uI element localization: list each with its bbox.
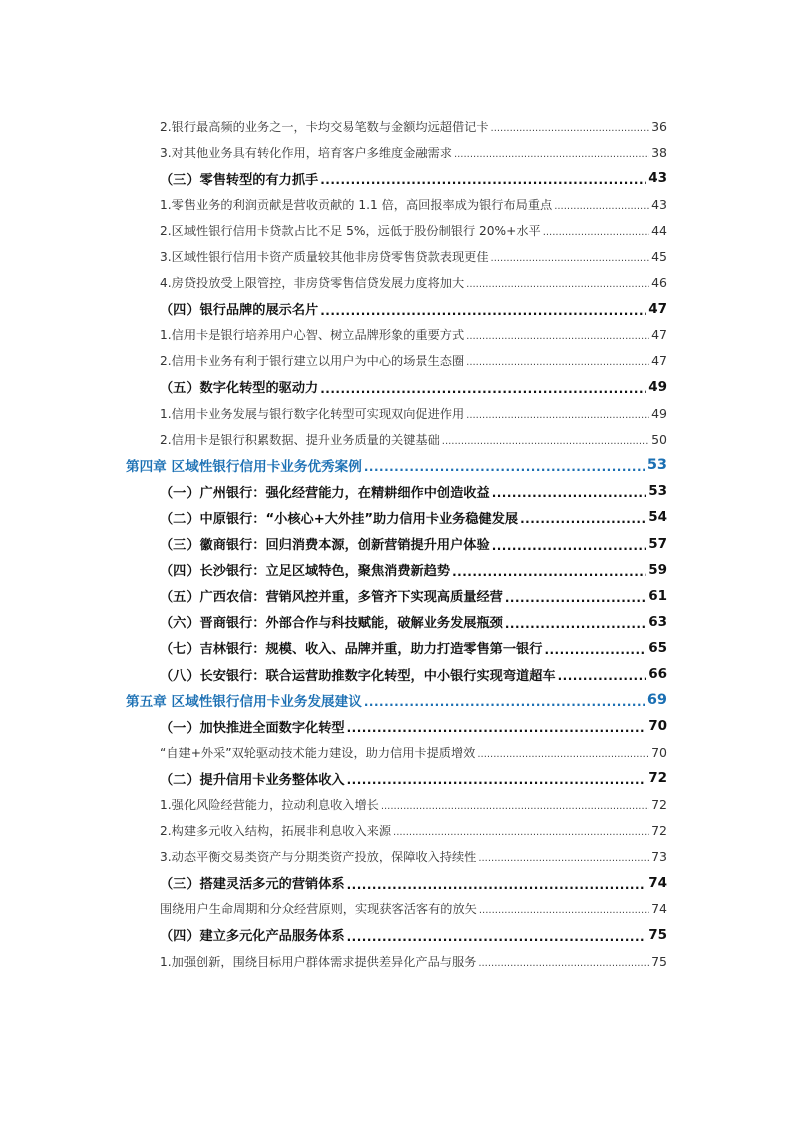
toc-chapter-entry[interactable] (0, 687, 793, 713)
toc-section-entry[interactable] (0, 713, 793, 739)
toc-entry-page-number: 47 (651, 327, 667, 343)
toc-entry-title: （四）建立多元化产品服务体系 (160, 929, 345, 945)
toc-entry-page-number: 59 (648, 561, 667, 578)
toc-entry-page-number: 49 (651, 405, 667, 421)
toc-entry-title: 1.信用卡业务发展与银行数字化转型可实现双向促进作用 (160, 406, 465, 421)
dot-leader (347, 773, 647, 787)
toc-entry-page-number: 43 (648, 170, 667, 187)
toc-entry-page-number: 61 (648, 587, 667, 604)
toc-subsection-entry[interactable] (0, 322, 793, 348)
toc-section-entry[interactable] (0, 583, 793, 609)
toc-entry-page-number: 38 (651, 144, 667, 160)
dot-leader (466, 279, 649, 290)
toc-entry-title: 2.信用卡是银行积累数据、提升业务质量的关键基础 (160, 432, 440, 447)
toc-entry-page-number: 74 (651, 901, 667, 917)
toc-entry-page-number: 43 (651, 196, 667, 212)
toc-entry-page-number: 65 (648, 639, 667, 656)
dot-leader (320, 382, 646, 396)
toc-entry-page-number: 74 (648, 874, 667, 891)
toc-section-entry[interactable] (0, 504, 793, 530)
toc-entry-page-number: 47 (648, 300, 667, 317)
toc-entry-title: （一）加快推进全面数字化转型 (160, 720, 345, 736)
toc-entry-title: 4.房贷投放受上限管控，非房贷零售信贷发展力度将加大 (160, 276, 465, 291)
toc-section-entry[interactable] (0, 765, 793, 791)
dot-leader (520, 512, 646, 526)
toc-entry-title: 3.区域性银行信用卡资产质量较其他非房贷零售贷款表现更佳 (160, 250, 489, 265)
toc-entry-page-number: 75 (651, 953, 667, 969)
dot-leader (381, 801, 649, 812)
toc-entry-title: （七）吉林银行：规模、收入、品牌并重，助力打造零售第一银行 (160, 642, 543, 658)
toc-section-entry[interactable] (0, 374, 793, 400)
toc-entry-title: 2.信用卡业务有利于银行建立以用户为中心的场景生态圈 (160, 354, 465, 369)
toc-entry-page-number: 45 (651, 249, 667, 265)
toc-entry-page-number: 47 (651, 353, 667, 369)
toc-entry-title: （四）银行品牌的展示名片 (160, 303, 319, 319)
table-of-contents (0, 113, 793, 974)
toc-subsection-entry[interactable] (0, 791, 793, 817)
toc-entry-page-number: 69 (646, 692, 667, 709)
dot-leader (479, 905, 649, 916)
dot-leader (347, 721, 647, 735)
toc-section-entry[interactable] (0, 870, 793, 896)
toc-chapter-entry[interactable] (0, 452, 793, 478)
toc-entry-title: （五）广西农信：营销风控并重，多管齐下实现高质量经营 (160, 590, 503, 606)
dot-leader (452, 565, 646, 579)
toc-subsection-entry[interactable] (0, 139, 793, 165)
dot-leader (491, 123, 650, 134)
toc-section-entry[interactable] (0, 922, 793, 948)
toc-section-entry[interactable] (0, 661, 793, 687)
toc-entry-title: （一）广州银行：强化经营能力，在精耕细作中创造收益 (160, 485, 490, 501)
toc-entry-page-number: 73 (651, 849, 667, 865)
toc-entry-title: （二）提升信用卡业务整体收入 (160, 772, 345, 788)
toc-section-entry[interactable] (0, 635, 793, 661)
toc-entry-page-number: 75 (648, 926, 667, 943)
toc-entry-title: 1.零售业务的利润贡献是营收贡献的 1.1 倍，高回报率成为银行布局重点 (160, 197, 553, 212)
toc-entry-title: 1.强化风险经营能力，拉动利息收入增长 (160, 797, 379, 812)
toc-subsection-entry[interactable] (0, 270, 793, 296)
toc-entry-title: 2.银行最高频的业务之一，卡均交易笔数与金额均远超借记卡 (160, 119, 489, 134)
toc-section-entry[interactable] (0, 165, 793, 191)
dot-leader (442, 436, 649, 447)
toc-subsection-entry[interactable] (0, 739, 793, 765)
toc-entry-title: 1.信用卡是银行培养用户心智、树立品牌形象的重要方式 (160, 328, 465, 343)
dot-leader (347, 878, 647, 892)
toc-section-entry[interactable] (0, 557, 793, 583)
toc-subsection-entry[interactable] (0, 191, 793, 217)
toc-entry-page-number: 57 (648, 535, 667, 552)
toc-entry-page-number: 72 (648, 770, 667, 787)
toc-entry-title: 第五章 区域性银行信用卡业务发展建议 (126, 694, 362, 711)
toc-entry-title: 1.加强创新，围绕目标用户群体需求提供差异化产品与服务 (160, 954, 477, 969)
dot-leader (478, 853, 649, 864)
toc-section-entry[interactable] (0, 296, 793, 322)
dot-leader (543, 227, 649, 238)
dot-leader (554, 201, 649, 212)
dot-leader (320, 304, 646, 318)
toc-subsection-entry[interactable] (0, 400, 793, 426)
toc-entry-title: 3.动态平衡交易类资产与分期类资产投放，保障收入持续性 (160, 850, 477, 865)
dot-leader (364, 460, 645, 474)
toc-entry-title: （三）徽商银行：回归消费本源，创新营销提升用户体验 (160, 538, 490, 554)
toc-subsection-entry[interactable] (0, 426, 793, 452)
toc-entry-title: 2.区域性银行信用卡贷款占比不足 5%，远低于股份制银行 20%+水平 (160, 223, 541, 238)
toc-entry-title: （八）长安银行：联合运营助推数字化转型，中小银行实现弯道超车 (160, 668, 556, 684)
toc-section-entry[interactable] (0, 531, 793, 557)
toc-entry-page-number: 49 (648, 378, 667, 395)
dot-leader (466, 357, 649, 368)
toc-entry-page-number: 72 (651, 823, 667, 839)
toc-entry-title: 第四章 区域性银行信用卡业务优秀案例 (126, 459, 362, 476)
toc-entry-title: （五）数字化转型的驱动力 (160, 381, 319, 397)
toc-entry-title: （二）中原银行：“小核心+大外挂”助力信用卡业务稳健发展 (160, 511, 519, 527)
toc-entry-page-number: 53 (646, 457, 667, 474)
toc-subsection-entry[interactable] (0, 948, 793, 974)
toc-entry-page-number: 66 (648, 666, 667, 683)
toc-subsection-entry[interactable] (0, 113, 793, 139)
toc-entry-title: （四）长沙银行：立足区域特色，聚焦消费新趋势 (160, 564, 451, 580)
dot-leader (466, 331, 649, 342)
toc-entry-page-number: 53 (648, 483, 667, 500)
dot-leader (478, 958, 649, 969)
toc-entry-title: 3.对其他业务具有转化作用，培育客户多维度金融需求 (160, 145, 452, 160)
toc-entry-page-number: 54 (648, 509, 667, 526)
toc-section-entry[interactable] (0, 478, 793, 504)
toc-entry-title: （三）搭建灵活多元的营销体系 (160, 877, 345, 893)
toc-entry-title: 2.构建多元收入结构，拓展非利息收入来源 (160, 824, 392, 839)
toc-subsection-entry[interactable] (0, 818, 793, 844)
toc-entry-page-number: 63 (648, 613, 667, 630)
toc-subsection-entry[interactable] (0, 217, 793, 243)
dot-leader (466, 410, 649, 421)
dot-leader (505, 591, 646, 605)
toc-entry-page-number: 50 (651, 431, 667, 447)
dot-leader (454, 149, 649, 160)
toc-entry-page-number: 70 (648, 718, 667, 735)
dot-leader (544, 643, 646, 657)
toc-subsection-entry[interactable] (0, 896, 793, 922)
dot-leader (492, 539, 647, 553)
dot-leader (320, 173, 646, 187)
toc-entry-title: （三）零售转型的有力抓手 (160, 172, 319, 188)
toc-subsection-entry[interactable] (0, 844, 793, 870)
toc-entry-page-number: 70 (651, 744, 667, 760)
dot-leader (492, 486, 647, 500)
dot-leader (364, 695, 645, 709)
toc-entry-page-number: 36 (651, 118, 667, 134)
dot-leader (491, 253, 650, 264)
toc-entry-title: 围绕用户生命周期和分众经营原则，实现获客活客有的放矢 (160, 902, 477, 917)
toc-entry-page-number: 72 (651, 796, 667, 812)
dot-leader (393, 827, 649, 838)
dot-leader (558, 669, 647, 683)
toc-entry-title: “自建+外采”双轮驱动技术能力建设，助力信用卡提质增效 (160, 745, 476, 760)
toc-section-entry[interactable] (0, 609, 793, 635)
dot-leader (505, 617, 646, 631)
toc-subsection-entry[interactable] (0, 243, 793, 269)
toc-entry-title: （六）晋商银行：外部合作与科技赋能，破解业务发展瓶颈 (160, 616, 503, 632)
dot-leader (477, 749, 649, 760)
toc-entry-page-number: 46 (651, 275, 667, 291)
toc-entry-page-number: 44 (651, 222, 667, 238)
toc-subsection-entry[interactable] (0, 348, 793, 374)
dot-leader (347, 930, 647, 944)
